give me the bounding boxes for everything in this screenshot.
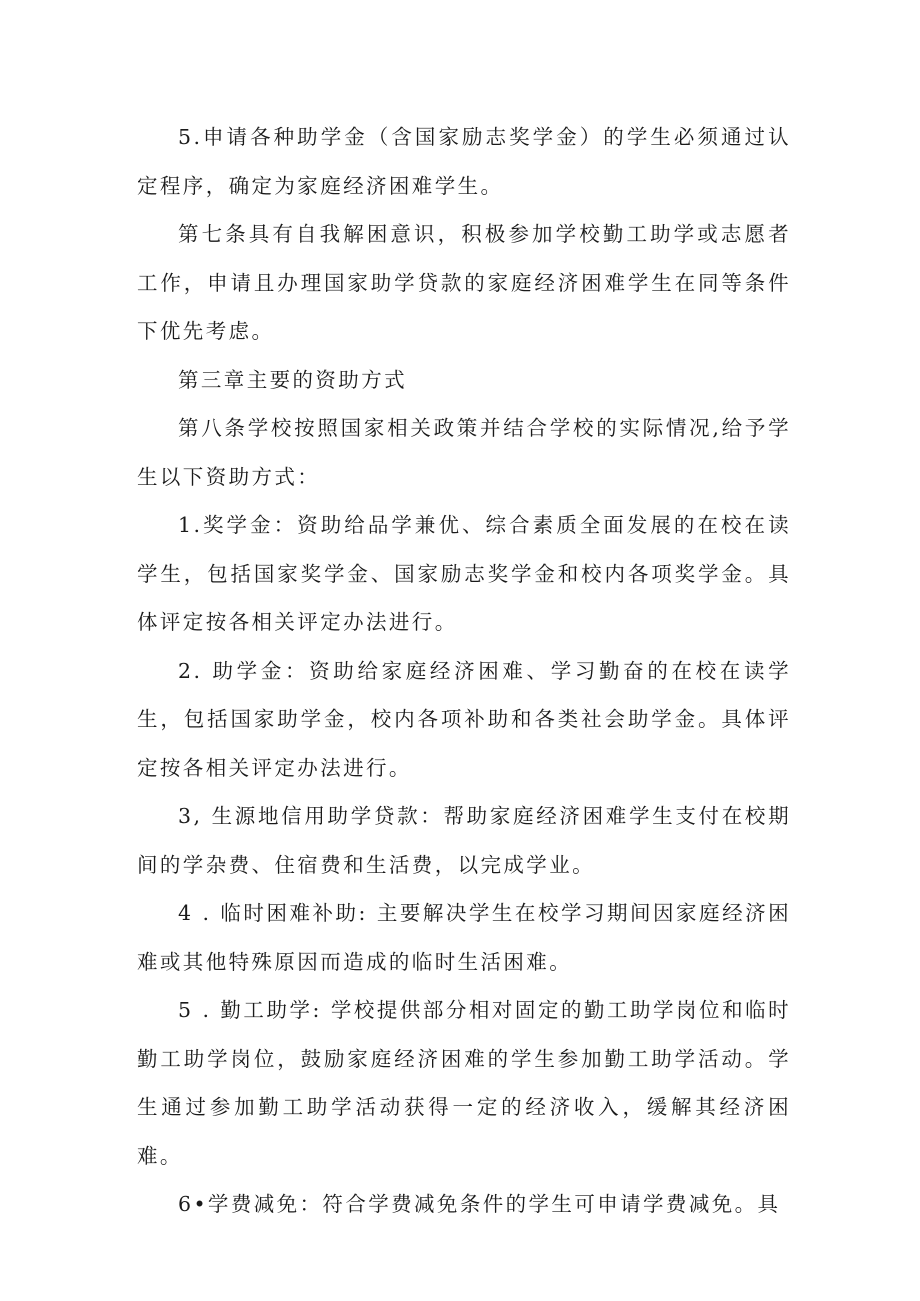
list-item-work-study: 5 . 勤工助学: 学校提供部分相对固定的勤工助学岗位和临时勤工助学岗位，鼓励家庭经济困难的学生参加勤工助学活动。学生通过参加勤工助学活动获得一定的经济收入，缓解其经济困难。 [137,998,791,1168]
paragraph-item-5-requirement: 5.申请各种助学金（含国家励志奖学金）的学生必须通过认定程序，确定为家庭经济困难学生。 [137,125,791,198]
list-item-scholarship: 1.奖学金：资助给品学兼优、综合素质全面发展的在校在读学生，包括国家奖学金、国家励志奖学金和校内各项奖学金。具体评定按各相关评定办法进行。 [137,513,791,634]
chapter-3-heading: 第三章主要的资助方式 [178,367,407,392]
list-item-student-loan: 3, 生源地信用助学贷款：帮助家庭经济困难学生支付在校期间的学杂费、住宿费和生活费，以完成学业。 [137,804,791,877]
list-item-temporary-aid: 4 . 临时困难补助: 主要解决学生在校学习期间因家庭经济困难或其他特殊原因而造成的临时生活困难。 [137,901,791,974]
list-item-tuition-waiver: 6•学费减免：符合学费减免条件的学生可申请学费减免。具 [178,1192,781,1216]
paragraph-article-8: 第八条学校按照国家相关政策并结合学校的实际情况,给予学生以下资助方式： [137,416,791,489]
document-body [137,113,791,1229]
list-item-grant: 2. 助学金：资助给家庭经济困难、学习勤奋的在校在读学生，包括国家助学金，校内各项补助和各类社会助学金。具体评定按各相关评定办法进行。 [137,658,791,780]
paragraph-article-7: 第七条具有自我解困意识，积极参加学校勤工助学或志愿者工作，申请且办理国家助学贷款的家庭经济困难学生在同等条件下优先考虑。 [137,222,791,343]
